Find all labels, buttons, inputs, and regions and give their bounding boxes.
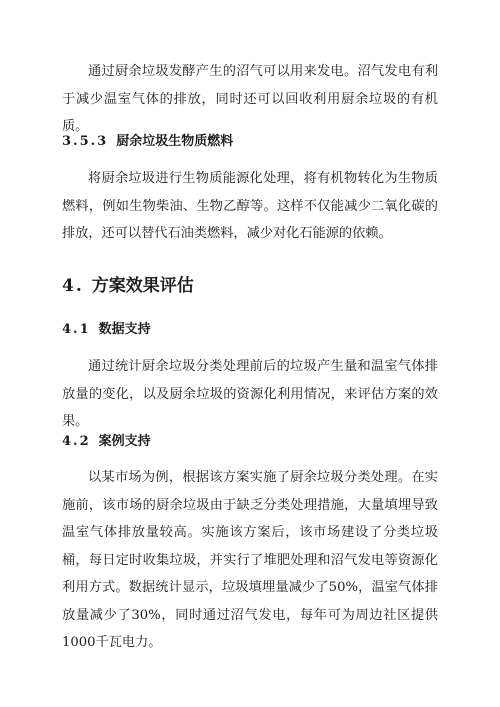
paragraph-biomass-fuel: 将厨余垃圾进行生物质能源化处理，将有机物转化为生物质燃料，例如生物柴油、生物乙醇等。这样不仅能减少二氧化碳的排放，还可以替代石油类燃料，减少对化石能源的依赖。 xyxy=(62,171,438,241)
section-heading-3-5-3 xyxy=(62,130,233,149)
paragraph-biogas-power: 通过厨余垃圾发酵产生的沼气可以用来发电。沼气发电有利于减少温室气体的排放，同时还可以回收利用厨余垃圾的有机质。 xyxy=(62,64,438,134)
paragraph-case-support: 以某市场为例，根据该方案实施了厨余垃圾分类处理。在实施前，该市场的厨余垃圾由于缺乏分类处理措施，大量填埋导致温室气体排放量较高。实施该方案后，该市场建设了分类垃圾桶，每日定时收集垃圾，并实行了堆肥处理和沼气发电等资源化利用方式。数据统计显示，垃圾填埋量减少了50%，温室气体排放量减少了30%，同时通过沼气发电，每年可为周边社区提供1000千瓦电力。 xyxy=(62,470,438,650)
section-number: 3.5.3 xyxy=(62,134,109,149)
section-heading-4 xyxy=(62,271,194,296)
section-title: 案例支持 xyxy=(98,434,151,449)
section-heading-4-2 xyxy=(62,430,151,449)
section-number: 4.2 xyxy=(62,434,91,449)
section-title: 数据支持 xyxy=(98,322,151,337)
section-title: 厨余垃圾生物质燃料 xyxy=(116,134,234,149)
paragraph-data-support: 通过统计厨余垃圾分类处理前后的垃圾产生量和温室气体排放量的变化，以及厨余垃圾的资源化利用情况，来评估方案的效果。 xyxy=(62,359,438,429)
section-number: 4. xyxy=(62,276,84,296)
section-number: 4.1 xyxy=(62,322,91,337)
section-heading-4-1 xyxy=(62,318,151,337)
section-title: 方案效果评估 xyxy=(91,276,194,296)
